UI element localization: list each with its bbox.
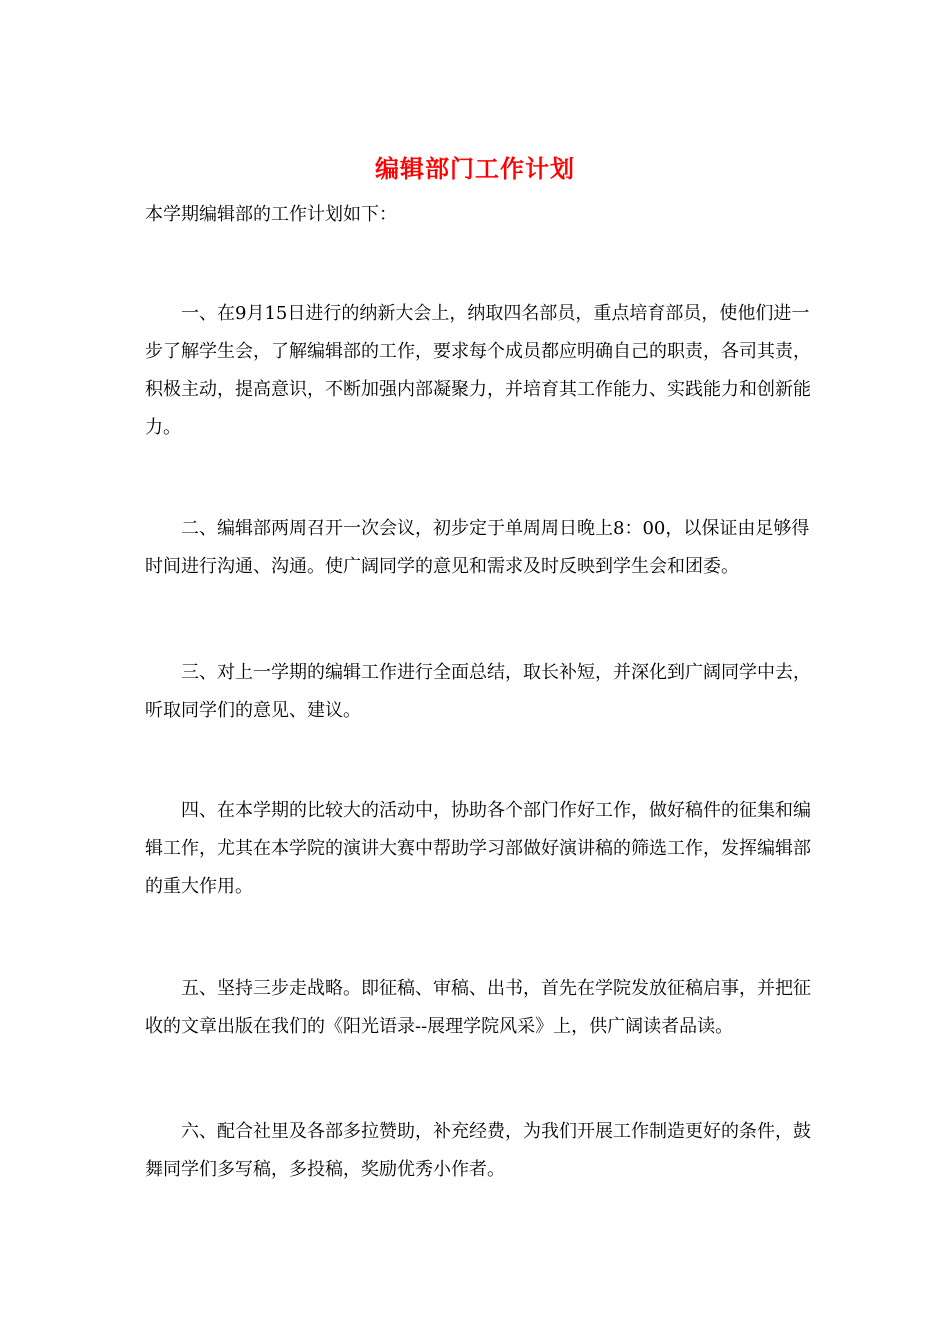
plan-item-5: 五、坚持三步走战略。即征稿、审稿、出书，首先在学院发放征稿启事，并把征收的文章出版在我们的《阳光语录--展理学院风采》上，供广阔读者品读。 [145,978,811,1037]
intro-paragraph: 本学期编辑部的工作计划如下： [145,204,397,225]
document-title: 编辑部门工作计划 [375,154,575,183]
plan-item-6: 六、配合社里及各部多拉赞助，补充经费，为我们开展工作制造更好的条件，鼓舞同学们多写稿，多投稿，奖励优秀小作者。 [145,1121,811,1180]
plan-item-2: 二、编辑部两周召开一次会议，初步定于单周周日晚上8：00，以保证由足够得时间进行沟通、沟通。使广阔同学的意见和需求及时反映到学生会和团委。 [145,518,810,577]
plan-item-3: 三、对上一学期的编辑工作进行全面总结，取长补短，并深化到广阔同学中去，听取同学们的意见、建议。 [145,662,811,721]
plan-item-4: 四、在本学期的比较大的活动中，协助各个部门作好工作，做好稿件的征集和编辑工作，尤其在本学院的演讲大赛中帮助学习部做好演讲稿的筛选工作，发挥编辑部的重大作用。 [145,800,811,897]
plan-item-1: 一、在9月15日进行的纳新大会上，纳取四名部员，重点培育部员，使他们进一步了解学生会，了解编辑部的工作，要求每个成员都应明确自己的职责，各司其责，积极主动，提高意识，不断加强内部凝聚力，并培育其工作能力、实践能力和创新能力。 [145,303,811,438]
